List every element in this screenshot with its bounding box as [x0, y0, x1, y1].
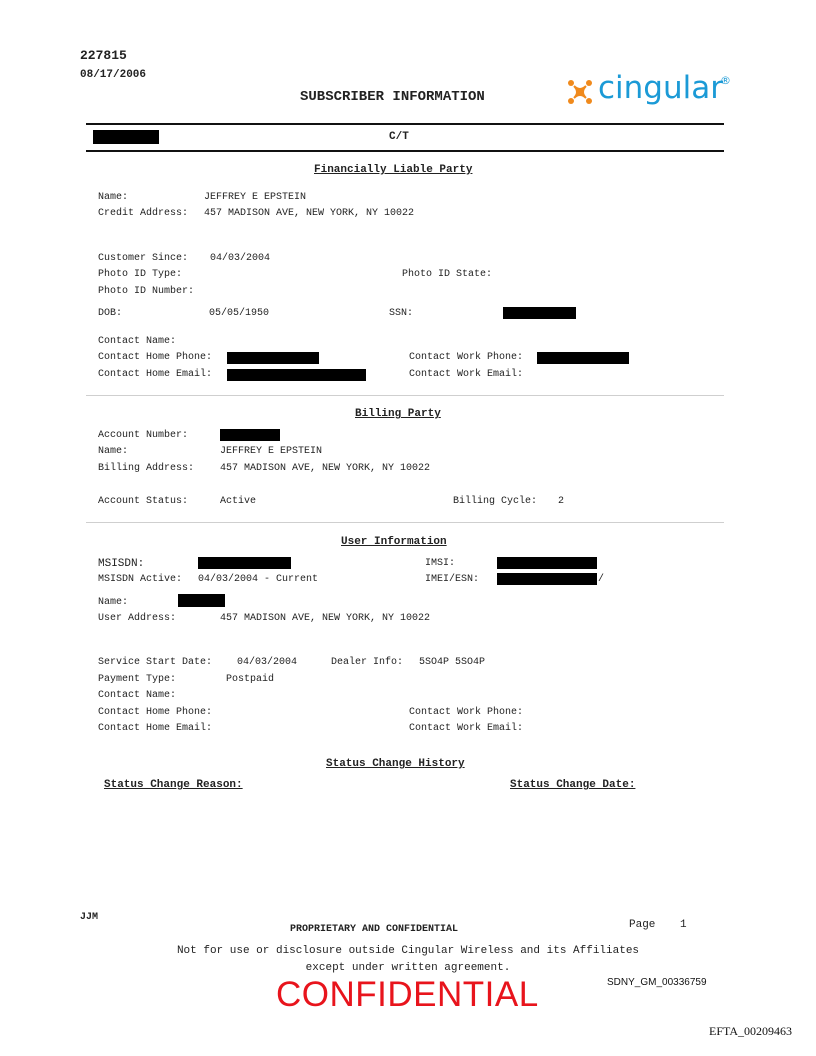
user-contact-home-email-label: Contact Home Email:: [98, 723, 213, 734]
section-divider-2: [86, 522, 724, 523]
redaction-home-email: [227, 369, 366, 381]
dob-label: DOB:: [98, 308, 123, 319]
financial-contact-work-phone-label: Contact Work Phone:: [409, 352, 524, 363]
payment-type-label: Payment Type:: [98, 674, 177, 685]
credit-address-label: Credit Address:: [98, 208, 189, 219]
confidential-stamp: CONFIDENTIAL: [276, 975, 539, 1014]
redaction-user-name: [178, 594, 225, 607]
billing-cycle-label: Billing Cycle:: [453, 496, 538, 507]
redaction-msisdn: [198, 557, 291, 569]
status-heading: Status Change History: [326, 758, 465, 770]
initials: JJM: [80, 912, 99, 923]
financial-name-value: JEFFREY E EPSTEIN: [204, 192, 307, 203]
user-name-label: Name:: [98, 597, 129, 608]
proprietary-label: PROPRIETARY AND CONFIDENTIAL: [290, 924, 459, 935]
bates-number: SDNY_GM_00336759: [607, 977, 707, 988]
user-heading: User Information: [341, 536, 447, 548]
status-reason-label: Status Change Reason:: [104, 779, 243, 791]
page-title: SUBSCRIBER INFORMATION: [300, 89, 485, 105]
page-number: 1: [680, 919, 687, 931]
document-number: 227815: [80, 48, 127, 63]
disclaimer-line-2: except under written agreement.: [305, 962, 511, 974]
user-contact-name-label: Contact Name:: [98, 690, 177, 701]
credit-address-value: 457 MADISON AVE, NEW YORK, NY 10022: [204, 208, 415, 219]
msisdn-label: MSISDN:: [98, 558, 145, 570]
disclaimer-line-1: Not for use or disclosure outside Cingular Wireless and its Affiliates: [176, 945, 640, 957]
document-date: 08/17/2006: [80, 69, 147, 81]
service-start-label: Service Start Date:: [98, 657, 213, 668]
band-label: C/T: [389, 131, 409, 143]
financial-contact-name-label: Contact Name:: [98, 336, 177, 347]
user-address-value: 457 MADISON AVE, NEW YORK, NY 10022: [220, 613, 431, 624]
redaction-account-id: [93, 130, 159, 144]
payment-type-value: Postpaid: [226, 674, 275, 685]
financial-heading: Financially Liable Party: [314, 164, 473, 176]
band-bottom-rule: [86, 150, 724, 152]
redaction-work-phone: [537, 352, 629, 364]
billing-cycle-value: 2: [558, 496, 565, 507]
dealer-info-value: 5SO4P 5SO4P: [419, 657, 486, 668]
photo-id-type-label: Photo ID Type:: [98, 269, 183, 280]
billing-name-value: JEFFREY E EPSTEIN: [220, 446, 323, 457]
status-date-label: Status Change Date:: [510, 779, 636, 791]
band-top-rule: [86, 123, 724, 125]
imei-label: IMEI/ESN:: [425, 574, 480, 585]
billing-heading: Billing Party: [355, 408, 441, 420]
efta-number: EFTA_00209463: [709, 1024, 793, 1038]
redaction-imei: [497, 573, 597, 585]
account-status-value: Active: [220, 496, 257, 507]
financial-contact-home-phone-label: Contact Home Phone:: [98, 352, 213, 363]
customer-since-label: Customer Since:: [98, 253, 189, 264]
redaction-home-phone: [227, 352, 319, 364]
redaction-imsi: [497, 557, 597, 569]
dealer-info-label: Dealer Info:: [331, 657, 404, 668]
financial-contact-home-email-label: Contact Home Email:: [98, 369, 213, 380]
billing-address-label: Billing Address:: [98, 463, 195, 474]
service-start-value: 04/03/2004: [237, 657, 298, 668]
photo-id-number-label: Photo ID Number:: [98, 286, 195, 297]
account-status-label: Account Status:: [98, 496, 189, 507]
redaction-account-number: [220, 429, 280, 441]
imsi-label: IMSI:: [425, 558, 456, 569]
cingular-logo-text: cingular: [598, 70, 723, 106]
page-label: Page: [629, 919, 656, 931]
ssn-label: SSN:: [389, 308, 414, 319]
msisdn-active-value: 04/03/2004 - Current: [198, 574, 319, 585]
billing-address-value: 457 MADISON AVE, NEW YORK, NY 10022: [220, 463, 431, 474]
customer-since-value: 04/03/2004: [210, 253, 271, 264]
photo-id-state-label: Photo ID State:: [402, 269, 493, 280]
account-number-label: Account Number:: [98, 430, 189, 441]
imei-suffix: /: [598, 574, 605, 585]
user-address-label: User Address:: [98, 613, 177, 624]
section-divider-1: [86, 395, 724, 396]
user-contact-work-phone-label: Contact Work Phone:: [409, 707, 524, 718]
user-contact-home-phone-label: Contact Home Phone:: [98, 707, 213, 718]
dob-value: 05/05/1950: [209, 308, 270, 319]
cingular-x-logo-icon: [566, 78, 594, 106]
financial-name-label: Name:: [98, 192, 129, 203]
msisdn-active-label: MSISDN Active:: [98, 574, 183, 585]
financial-contact-work-email-label: Contact Work Email:: [409, 369, 524, 380]
billing-name-label: Name:: [98, 446, 129, 457]
redaction-ssn: [503, 307, 576, 319]
user-contact-work-email-label: Contact Work Email:: [409, 723, 524, 734]
registered-mark: ®: [720, 74, 731, 87]
